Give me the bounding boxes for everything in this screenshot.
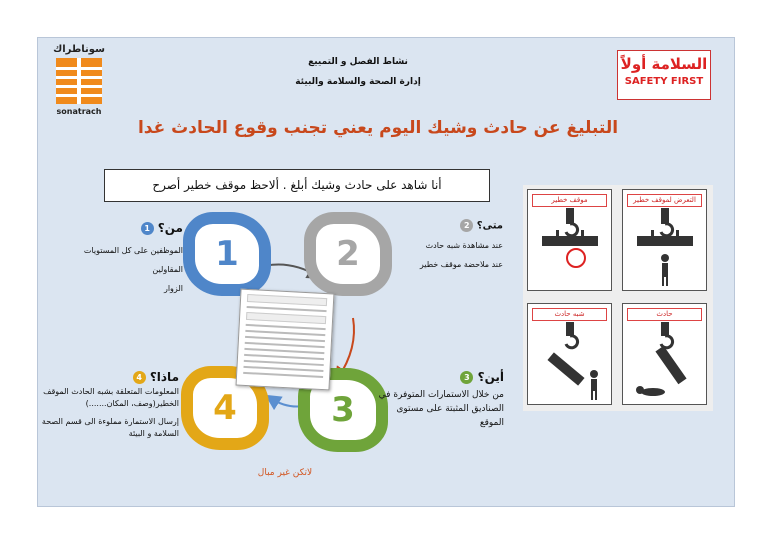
step-4-item: إرسال الاستمارة مملوءة الى قسم الصحة السلامة و البيئة: [41, 417, 179, 438]
pictogram-panel: [523, 185, 713, 411]
poster-title: التبليغ عن حادث وشيك اليوم يعني تجنب وقوع الحادث غدا: [137, 118, 619, 138]
pictogram-card-near-miss: [527, 303, 612, 405]
step-2-question: متى؟: [476, 220, 503, 232]
pictogram-card-exposure: [622, 189, 707, 291]
step-1-number: 1: [215, 234, 239, 274]
step-3-text: [374, 370, 504, 430]
step-2-number: 2: [336, 234, 360, 274]
step-1-badge: 1: [141, 222, 154, 235]
logo-arabic-text: سوناطراك: [53, 44, 105, 55]
step-1-question: من؟: [157, 221, 183, 235]
logo-latin-text: sonatrach: [56, 107, 102, 116]
safety-first-badge: [617, 50, 711, 100]
pictogram-label: حادث: [627, 308, 702, 321]
crane-hazard-icon: [528, 206, 613, 292]
step-1-shape: [183, 212, 271, 296]
step-3-question: أين؟: [477, 370, 504, 384]
pictogram-label: شبه حادث: [532, 308, 607, 321]
header-line-2: إدارة الصحة والسلامة والبيئة: [295, 77, 421, 87]
safety-badge-arabic: السلامة أولاً: [620, 55, 708, 73]
sonatrach-logo: [50, 44, 108, 119]
step-4-question: ماذا؟: [149, 370, 179, 384]
step-1-item: الموظفين على كل المستويات: [83, 246, 183, 255]
pictogram-card-hazard: [527, 189, 612, 291]
crane-near-miss-icon: [528, 320, 613, 406]
step-2-shape: [304, 212, 392, 296]
pictogram-label: التعرض لموقف خطير: [627, 194, 702, 207]
poster-slide: [37, 37, 735, 507]
statement-banner: أنا شاهد على حادث وشيك أبلغ . ألاحظ موقف خطير أصرح: [104, 169, 490, 202]
step-2-item: عند مشاهدة شبه حادث: [425, 241, 503, 250]
crane-accident-icon: [623, 320, 708, 406]
step-3-item: من خلال الاستمارات المتوفرة في الصناديق المثبتة على مستوى الموقع: [378, 390, 504, 428]
step-1-item: الزوار: [163, 284, 183, 293]
header-block: [278, 52, 438, 92]
header-line-1: نشاط الفصل و التمييع: [308, 57, 408, 67]
step-1-text: [68, 221, 183, 298]
step-4-text: [41, 370, 179, 440]
crane-person-icon: [623, 206, 708, 292]
step-1-item: المقاولين: [152, 265, 183, 274]
step-2-item: عند ملاحضة موقف خطير: [419, 260, 503, 269]
safety-badge-english: SAFETY FIRST: [624, 76, 704, 87]
report-form-image: [236, 289, 335, 391]
step-4-item: المعلومات المتعلقة بشبه الحادث الموقف الخطير(وصف، المكان.......): [43, 387, 179, 408]
step-2-text: [388, 219, 503, 274]
slogan-text: لاتكن غير مبال: [257, 468, 313, 478]
step-2-badge: 2: [460, 219, 473, 232]
pictogram-card-accident: [622, 303, 707, 405]
sonatrach-mark-icon: [56, 58, 102, 104]
step-3-number: 3: [331, 390, 355, 430]
pictogram-label: موقف خطير: [532, 194, 607, 207]
step-4-number: 4: [213, 388, 237, 428]
step-4-badge: 4: [133, 371, 146, 384]
step-3-badge: 3: [460, 371, 473, 384]
